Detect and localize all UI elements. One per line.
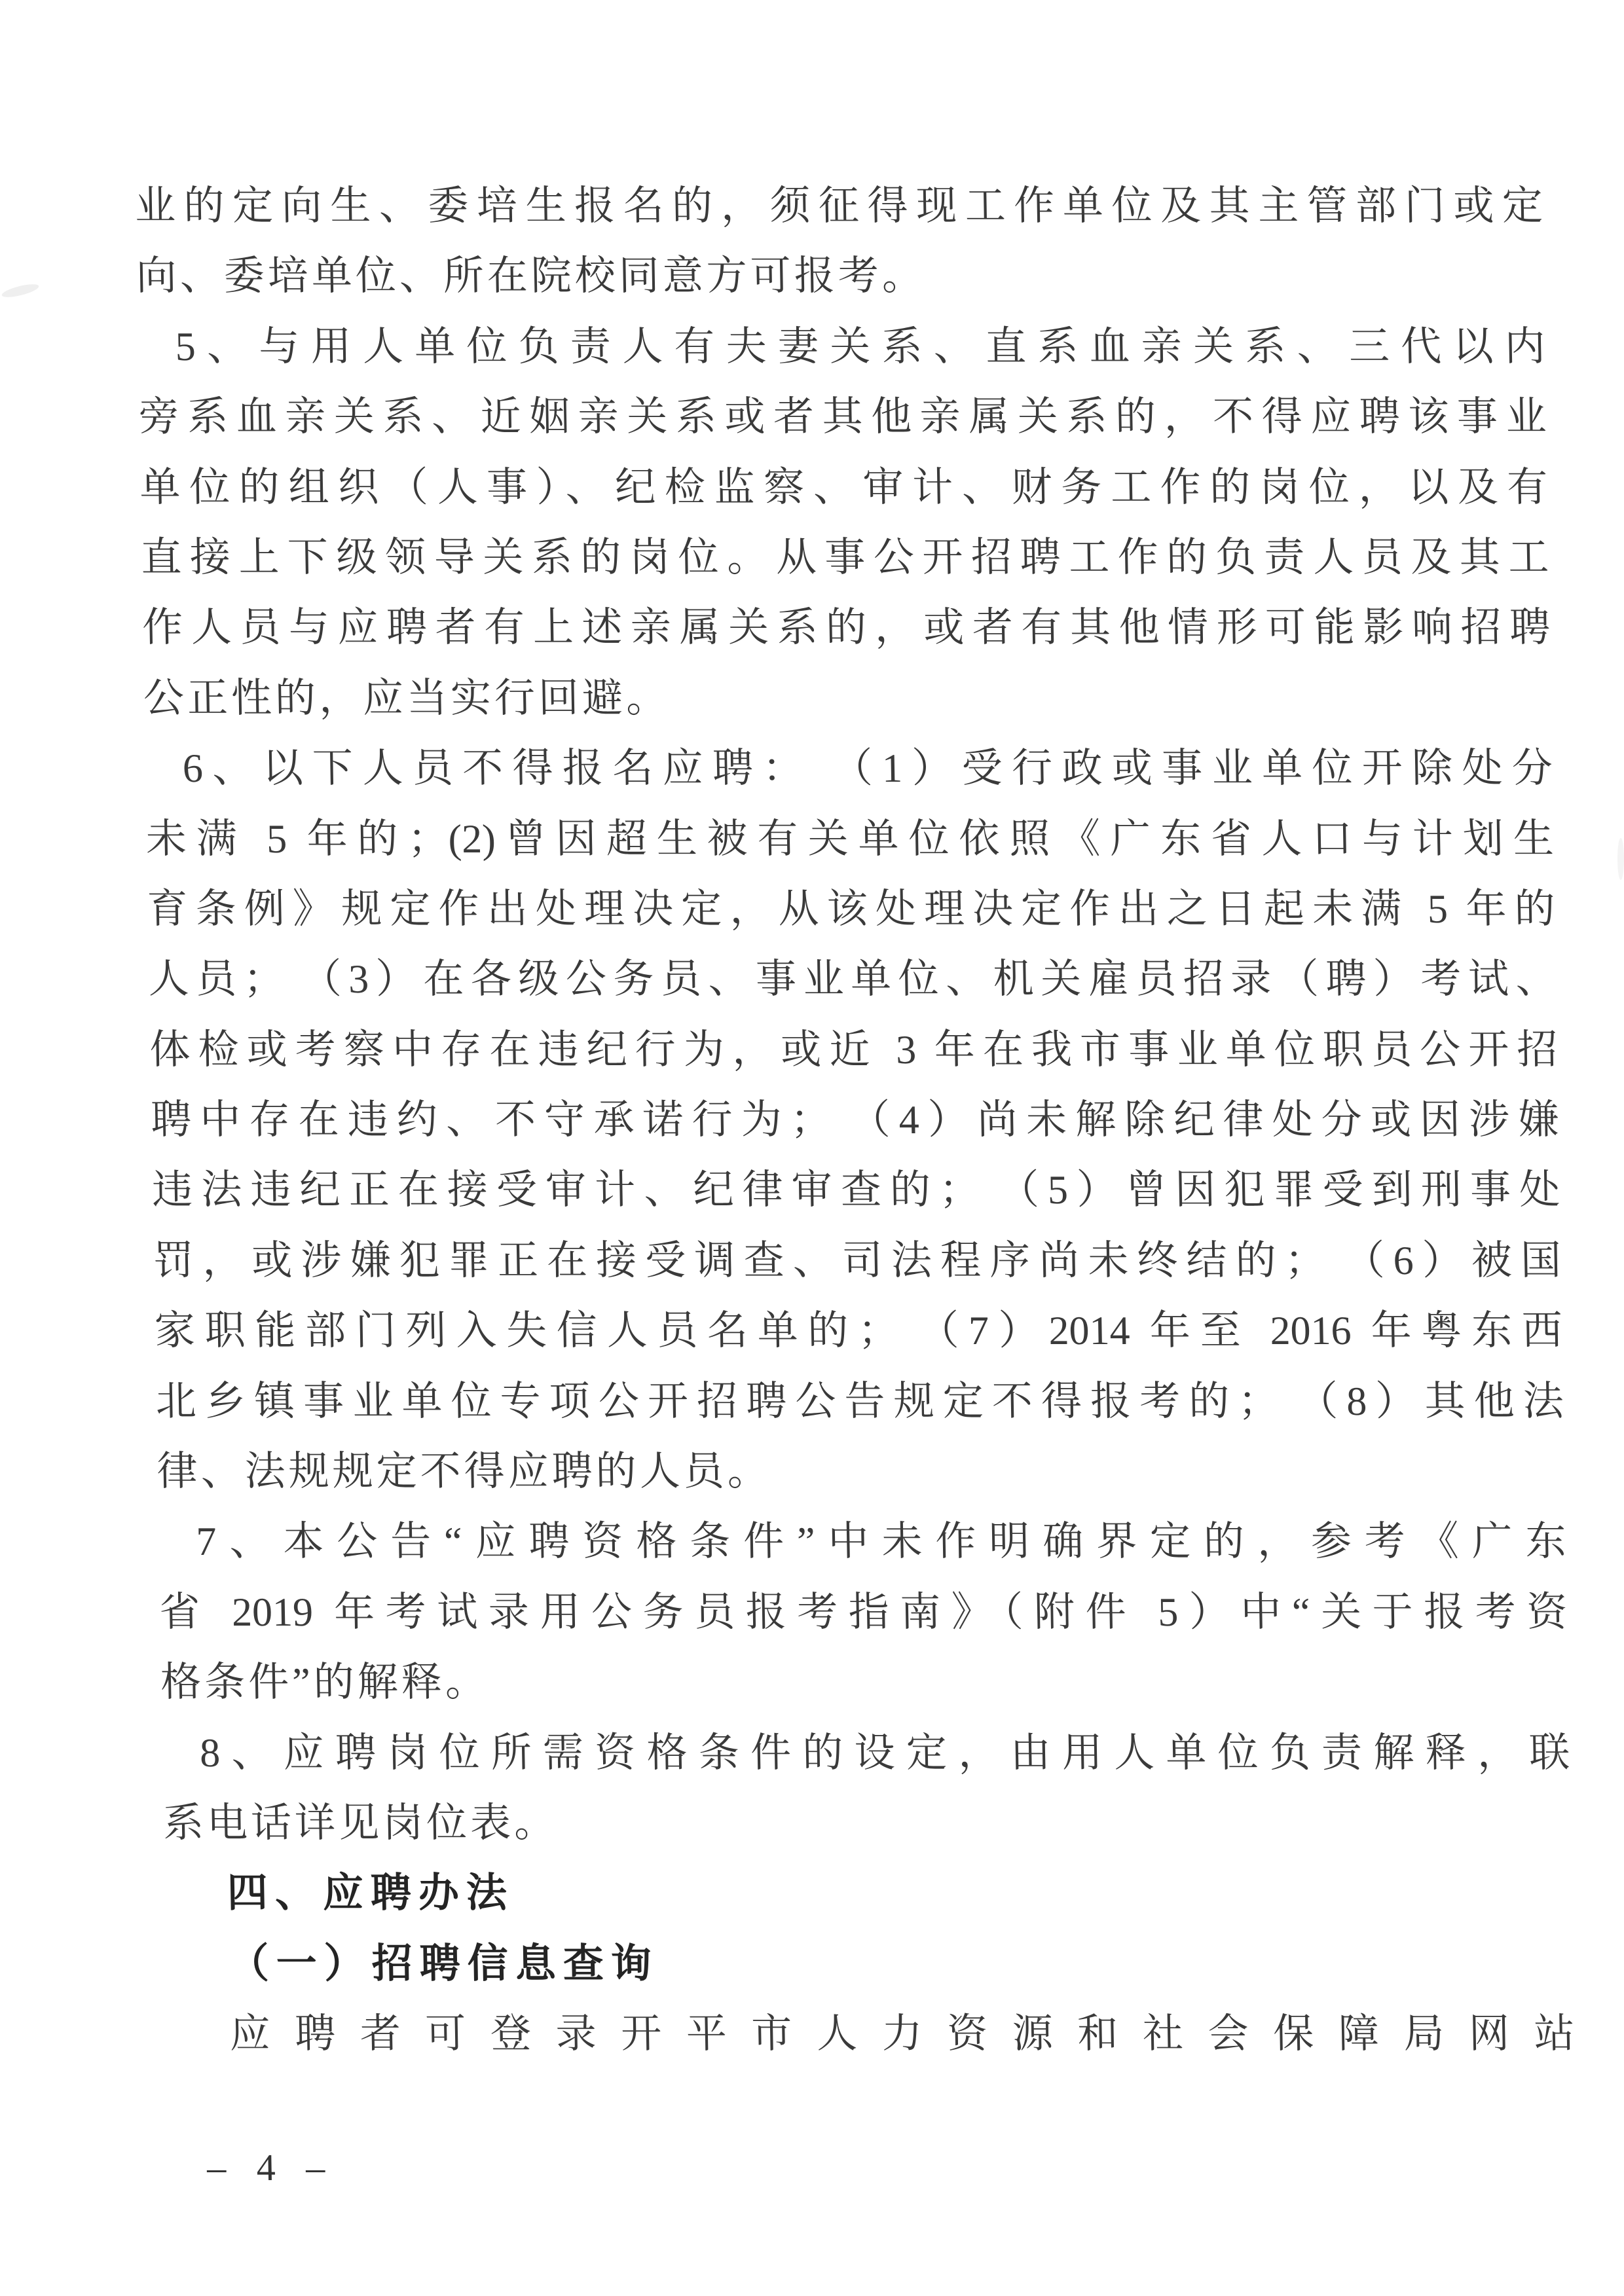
paragraph-line: 格条件”的解释。 [160, 1660, 490, 1705]
paragraph-line: 人员； （3）在各级公务员、事业单位、机关雇员招录（聘）考试、 [147, 957, 1557, 1002]
scan-artifact [1, 282, 40, 300]
page-number: – 4 – [206, 2146, 336, 2189]
paragraph-line: 业的定向生、委培生报名的，须征得现工作单位及其主管部门或定 [134, 184, 1543, 228]
paragraph-line: 聘中存在违约、不守承诺行为； （4）尚未解除纪律处分或因涉嫌 [150, 1098, 1559, 1143]
paragraph-line: 省 2019 年考试录用公务员报考指南》（附件 5）中“关于报考资 [158, 1590, 1568, 1635]
subsection-heading: （一）招聘信息查询 [228, 1941, 659, 1986]
paragraph-line: 直接上下级领导关系的岗位。从事公开招聘工作的负责人员及其工 [140, 535, 1549, 580]
paragraph-line: 旁系血亲关系、近姻亲关系或者其他亲属关系的，不得应聘该事业 [138, 395, 1547, 440]
paragraph-line: 向、委培单位、所在院校同意方可报考。 [136, 254, 927, 299]
paragraph-line: 公正性的，应当实行回避。 [143, 676, 671, 721]
paragraph-line: 5、与用人单位负责人有夫妻关系、直系血亲关系、三代以内 [175, 324, 1546, 369]
paragraph-line: 应聘者可登录开平市人力资源和社会保障局网站 [229, 2012, 1576, 2057]
paragraph-line: 罚，或涉嫌犯罪正在接受调查、司法程序尚未终结的； （6）被国 [153, 1238, 1562, 1283]
paragraph-line: 系电话详见岗位表。 [162, 1800, 559, 1846]
paragraph-line: 未满 5 年的；(2)曾因超生被有关单位依照《广东省人口与计划生 [145, 816, 1555, 862]
page-body [134, 172, 1576, 2189]
paragraph-line: 育条例》规定作出处理决定，从该处理决定作出之日起未满 5 年的 [147, 886, 1556, 932]
paragraph-line: 单位的组织（人事）、纪检监察、审计、财务工作的岗位，以及有 [139, 465, 1549, 510]
paragraph-line: 6、以下人员不得报名应聘： （1）受行政或事业单位开除处分 [182, 746, 1553, 792]
section-heading: 四、应聘办法 [227, 1871, 515, 1916]
paragraph-line: 北乡镇事业单位专项公开招聘公告规定不得报考的； （8）其他法 [155, 1379, 1564, 1424]
paragraph-line: 家职能部门列入失信人员名单的； （7）2014 年至 2016 年粤东西 [154, 1309, 1563, 1354]
paragraph-line: 违法违纪正在接受审计、纪律审查的； （5）曾因犯罪受到刑事处 [151, 1168, 1560, 1213]
paragraph-line: 8、应聘岗位所需资格条件的设定，由用人单位负责解释，联 [199, 1730, 1570, 1776]
paragraph-line: 7、本公告“应聘资格条件”中未作明确界定的，参考《广东 [195, 1520, 1567, 1565]
paragraph-line: 体检或考察中存在违纪行为，或近 3 年在我市事业单位职员公开招 [149, 1027, 1559, 1072]
scan-artifact [1617, 838, 1624, 880]
paragraph-line: 作人员与应聘者有上述亲属关系的，或者有其他情形可能影响招聘 [141, 606, 1551, 651]
paragraph-line: 律、法规规定不得应聘的人员。 [157, 1449, 772, 1495]
